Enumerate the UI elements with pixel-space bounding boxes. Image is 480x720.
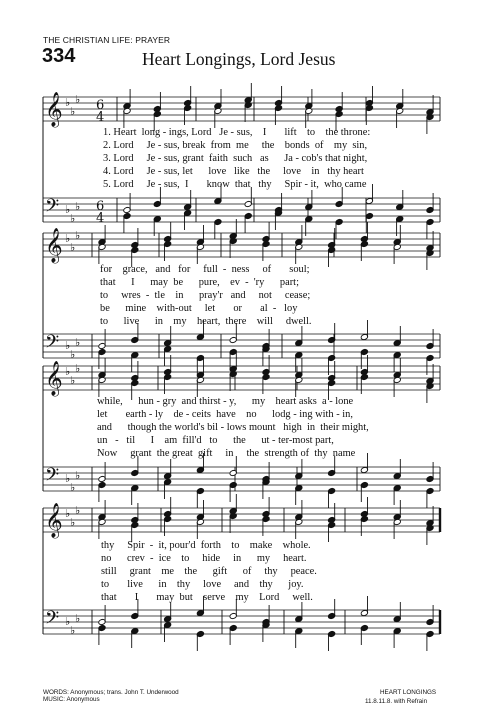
time-signature: 6 xyxy=(96,98,105,113)
flat-icon: ♭ xyxy=(75,336,81,349)
flat-icon: ♭ xyxy=(75,469,81,482)
flat-icon: ♭ xyxy=(70,241,76,254)
flat-icon: ♭ xyxy=(65,365,71,378)
music-credit: MUSIC: Anonymous xyxy=(43,696,100,703)
verse-line: 3. Lord Je - sus, grant faith such as Ja - cob's that night, xyxy=(103,153,368,164)
time-signature: 4 xyxy=(96,211,105,226)
flat-icon: ♭ xyxy=(70,348,76,361)
verse-line: un - til I am fill'd to the ut - ter-most part, xyxy=(97,435,334,446)
verse-line: 2. Lord Je - sus, break from me the bonds of my sin, xyxy=(103,140,368,151)
treble-clef-icon: 𝄞 xyxy=(45,361,63,396)
flat-icon: ♭ xyxy=(65,203,71,216)
flat-icon: ♭ xyxy=(75,612,81,625)
verse-line: that I may be pure, ev - 'ry part; xyxy=(100,277,299,288)
flat-icon: ♭ xyxy=(70,481,76,494)
flat-icon: ♭ xyxy=(75,93,81,106)
verse-line: no crev - ice to hide in my heart. xyxy=(101,553,307,564)
flat-icon: ♭ xyxy=(70,516,76,529)
verse-line: be mine with-out let or al - loy xyxy=(100,303,298,314)
verse-line: 1. Heart long - ings, Lord Je - sus, I lift to the throne: xyxy=(103,127,371,138)
verse-line: while, hun - gry and thirst - y, my heart asks a - lone xyxy=(97,396,354,407)
tune-name: HEART LONGINGS xyxy=(380,689,437,696)
flat-icon: ♭ xyxy=(75,504,81,517)
treble-clef-icon: 𝄞 xyxy=(45,503,63,538)
time-signature: 6 xyxy=(96,199,105,214)
verse-line: to live in thy love and thy joy. xyxy=(101,579,304,590)
verse-line: to wres - tle in pray'r and not cease; xyxy=(100,290,311,301)
bass-clef-icon: 𝄢 xyxy=(45,332,60,357)
flat-icon: ♭ xyxy=(65,96,71,109)
time-signature: 4 xyxy=(96,110,105,125)
verse-line: that I may but serve my Lord well. xyxy=(101,592,313,603)
meter: 11.8.11.8. with Refrain xyxy=(365,698,428,705)
treble-clef-icon: 𝄞 xyxy=(45,228,63,263)
flat-icon: ♭ xyxy=(75,200,81,213)
flat-icon: ♭ xyxy=(70,624,76,637)
verse-line: still grant me the gift of thy peace. xyxy=(101,566,317,577)
section-heading: THE CHRISTIAN LIFE: PRAYER xyxy=(43,35,171,45)
flat-icon: ♭ xyxy=(70,212,76,225)
flat-icon: ♭ xyxy=(75,229,81,242)
flat-icon: ♭ xyxy=(65,615,71,628)
bass-clef-icon: 𝄢 xyxy=(45,465,60,490)
verse-line: let earth - ly de - ceits have no lodg - ing with - in, xyxy=(97,409,353,420)
verse-line: for grace, and for full - ness of soul; xyxy=(100,264,310,275)
flat-icon: ♭ xyxy=(65,232,71,245)
verse-line: and though the world's bil - lows mount high in their might, xyxy=(97,422,369,433)
verse-line: to live in my heart, there will dwell. xyxy=(100,316,312,327)
flat-icon: ♭ xyxy=(70,105,76,118)
flat-icon: ♭ xyxy=(70,374,76,387)
flat-icon: ♭ xyxy=(65,507,71,520)
bass-clef-icon: 𝄢 xyxy=(45,608,60,633)
flat-icon: ♭ xyxy=(65,472,71,485)
verse-line: 4. Lord Je - sus, let love like the love in thy heart xyxy=(103,166,364,177)
flat-icon: ♭ xyxy=(65,339,71,352)
verse-line: thy Spir - it, pour'd forth to make whole. xyxy=(101,540,311,551)
verse-line: 5. Lord Je - sus, I know that thy Spir - it, who came xyxy=(103,179,367,190)
bass-clef-icon: 𝄢 xyxy=(45,196,60,221)
words-credit: WORDS: Anonymous; trans. John T. Underwood xyxy=(43,689,179,696)
verse-line: Now grant the great gift in the strength of thy name xyxy=(97,448,356,459)
treble-clef-icon: 𝄞 xyxy=(45,92,63,127)
hymn-number: 334 xyxy=(42,45,76,67)
hymn-title: Heart Longings, Lord Jesus xyxy=(142,49,336,69)
flat-icon: ♭ xyxy=(75,362,81,375)
